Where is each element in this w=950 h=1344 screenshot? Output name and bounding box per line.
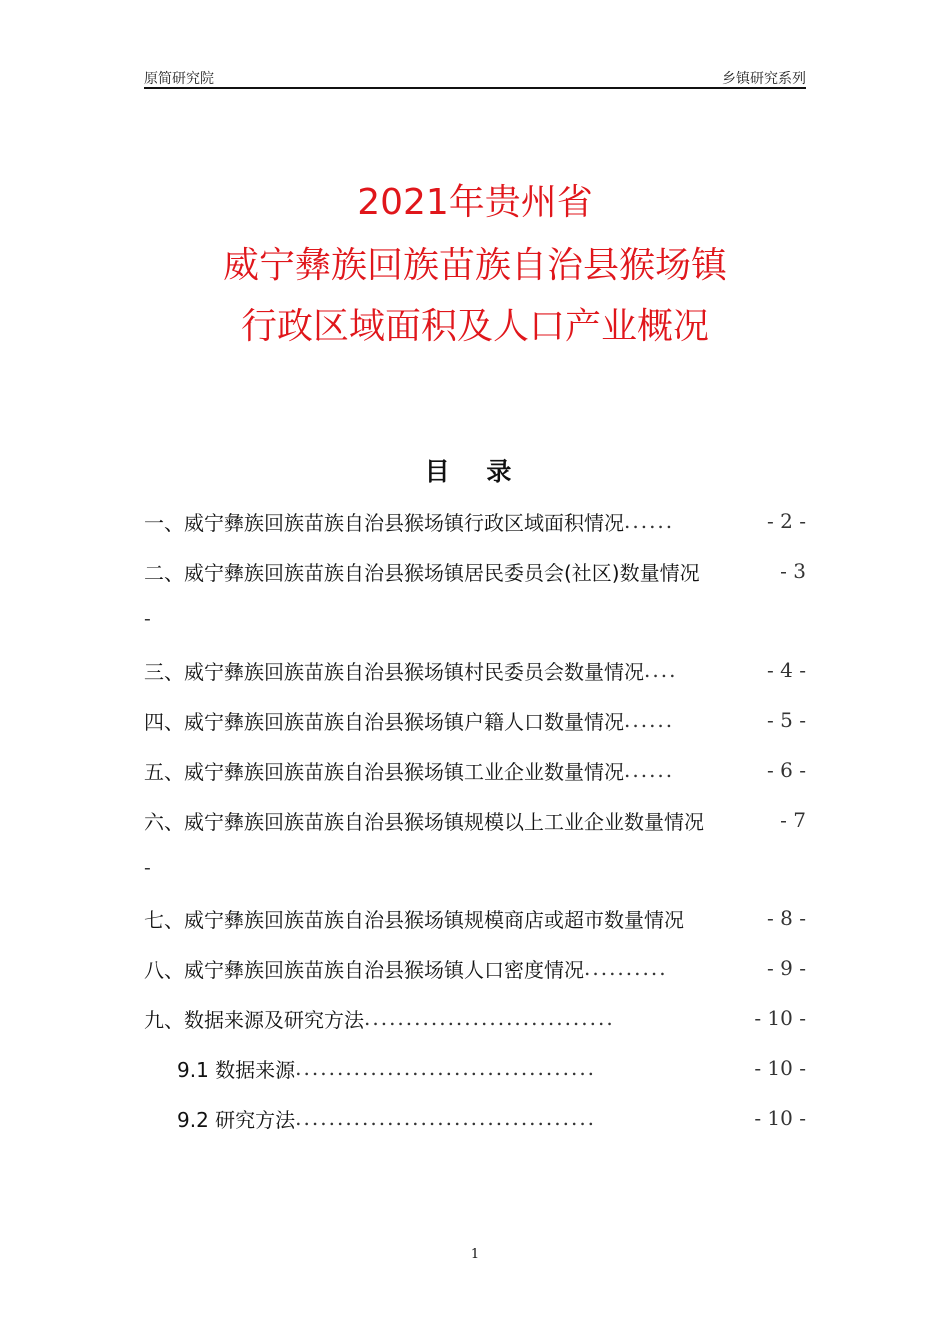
toc-entry[interactable]: [144, 655, 806, 685]
toc-page-number: - 10 -: [754, 1006, 806, 1030]
toc-page-number: - 9 -: [767, 956, 806, 980]
toc-leader-dots: ....................................: [295, 1056, 597, 1080]
header-left: 原简研究院: [144, 71, 214, 87]
toc-entry[interactable]: [144, 805, 806, 835]
document-title-line-2: 威宁彝族回族苗族自治县猴场镇: [222, 245, 727, 286]
toc-entry-title: 四、威宁彝族回族苗族自治县猴场镇户籍人口数量情况: [144, 709, 624, 734]
toc-entry[interactable]: [177, 1053, 806, 1083]
toc-page-number: - 10 -: [754, 1106, 806, 1130]
toc-page-number-continuation: -: [144, 855, 151, 879]
header-right: 乡镇研究系列: [722, 71, 806, 87]
toc-entry[interactable]: [144, 556, 806, 586]
toc-entry-title: 八、威宁彝族回族苗族自治县猴场镇人口密度情况: [144, 957, 584, 982]
toc-leader-dots: ....................................: [295, 1106, 597, 1130]
toc-page-number: - 6 -: [767, 758, 806, 782]
toc-leader-dots: ..............................: [364, 1006, 615, 1030]
toc-entry-title: 九、数据来源及研究方法: [144, 1007, 364, 1032]
toc-entry-title: 五、威宁彝族回族苗族自治县猴场镇工业企业数量情况: [144, 759, 624, 784]
toc-entry[interactable]: [144, 705, 806, 735]
toc-leader-dots: ..........: [584, 956, 668, 980]
toc-entry-title: 六、威宁彝族回族苗族自治县猴场镇规模以上工业企业数量情况: [144, 809, 704, 834]
toc-page-number: - 8 -: [767, 906, 806, 930]
document-title-line-1: 2021年贵州省: [357, 182, 593, 223]
toc-entry-title: 二、威宁彝族回族苗族自治县猴场镇居民委员会(社区)数量情况: [144, 560, 700, 585]
page-number: 1: [470, 1247, 480, 1262]
toc-page-number: - 7: [780, 808, 806, 832]
toc-page-number-continuation: -: [144, 606, 151, 630]
toc-leader-dots: ......: [624, 509, 675, 533]
toc-entry-title: 一、威宁彝族回族苗族自治县猴场镇行政区域面积情况: [144, 510, 624, 535]
toc-leader-dots: ......: [624, 708, 675, 732]
toc-page-number: - 3: [780, 559, 806, 583]
toc-entry[interactable]: [144, 755, 806, 785]
toc-entry[interactable]: [144, 506, 806, 536]
toc-entry-title: 七、威宁彝族回族苗族自治县猴场镇规模商店或超市数量情况: [144, 907, 684, 932]
toc-entry-title: 9.1 数据来源: [177, 1057, 296, 1082]
toc-page-number: - 4 -: [767, 658, 806, 682]
toc-entry-title: 9.2 研究方法: [177, 1107, 296, 1132]
toc-leader-dots: ......: [624, 758, 675, 782]
header-rule: [144, 87, 806, 89]
toc-entry[interactable]: [144, 903, 806, 933]
document-title-line-3: 行政区域面积及人口产业概况: [240, 306, 709, 347]
toc-page-number: - 10 -: [754, 1056, 806, 1080]
toc-entry[interactable]: [144, 1003, 806, 1033]
toc-heading: 目 录: [424, 457, 526, 486]
toc-page-number: - 5 -: [767, 708, 806, 732]
toc-entry[interactable]: [177, 1103, 806, 1133]
toc-page-number: - 2 -: [767, 509, 806, 533]
toc-entry[interactable]: [144, 953, 806, 983]
toc-entry-title: 三、威宁彝族回族苗族自治县猴场镇村民委员会数量情况: [144, 659, 644, 684]
toc-leader-dots: ....: [644, 658, 678, 682]
